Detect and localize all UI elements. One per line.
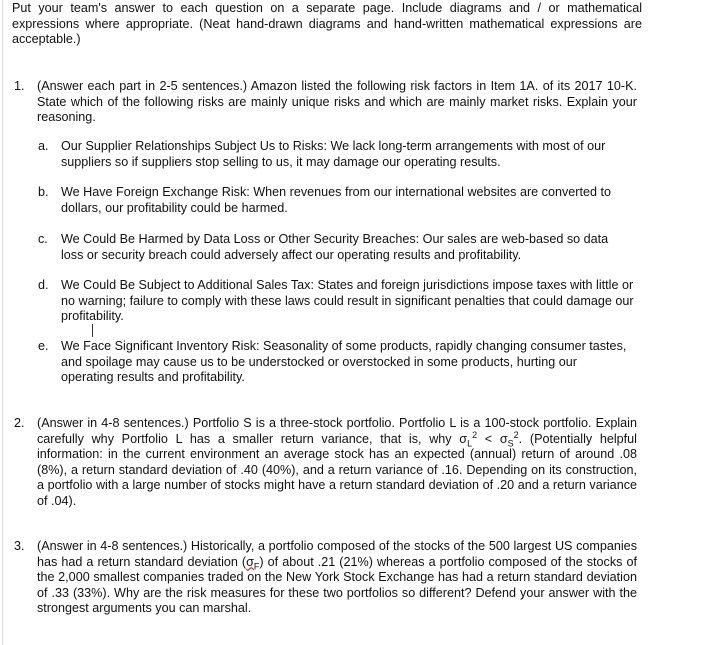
sigma-symbol: σ [246, 554, 254, 569]
superscript: 2 [472, 429, 478, 440]
superscript: 2 [513, 429, 519, 440]
spellcheck-flag [246, 554, 260, 572]
item-text: We Face Significant Inventory Risk: Seasonality of some products, rapidly changing consumer tastes, and spoilage may cause us to be understocked or overstocked in some products, hurting our operating results and profitability. [61, 339, 627, 384]
item-text: Our Supplier Relationships Subject Us to Risks: We lack long-term arrangements with most of our suppliers so if suppliers stop selling to us, it may damage our operating results. [61, 139, 606, 169]
question-text [37, 539, 637, 617]
intro-paragraph: Put your team's answer to each question on a separate page. Include diagrams and / or mathematical expressions where appropriate. (Neat hand-drawn diagrams and hand-written mathematical expressions are acceptable.) [12, 1, 642, 46]
text-run: ) of about .21 (21%) whereas a portfolio composed of the stocks of the 2,000 smallest companies traded on the New York Stock Exchange has had a return standard deviation of .33 (33%). Why are the risk measures for these two portfolios so different? Defend your answer with the strongest arguments you can marshal. [37, 554, 637, 615]
subscript: L [467, 438, 473, 449]
item-letter: e. [38, 339, 49, 353]
subscript: S [507, 438, 514, 449]
subscript: F [253, 561, 260, 572]
question-text: (Answer each part in 2-5 sentences.) Amazon listed the following risk factors in Item 1A. of its 2017 10-K. State which of the following risks are mainly unique risks and which are mainly market risks. Explain your reasoning. [37, 79, 637, 124]
question-text [37, 416, 637, 509]
item-letter: c. [38, 232, 48, 246]
text-run: < σ [477, 431, 508, 446]
item-text: We Could Be Subject to Additional Sales Tax: States and foreign jurisdictions impose taxes with little or no warning; failure to comply with these laws could result in significant penalties that could damage our profitability. [61, 278, 634, 323]
text-cursor [92, 324, 93, 337]
question-number: 1. [14, 79, 25, 93]
item-text: We Have Foreign Exchange Risk: When revenues from our international websites are converted to dollars, our profitability could be harmed. [61, 185, 611, 215]
text-run: . (Potentially helpful information: in the current environment an average stock has an expected (annual) return of around .08 (8%), a return standard deviation of .40 (40%), and a return variance of .16. Depending on its construction, a portfolio with a large number of stocks might have a return standard deviation of .20 and a return variance of .04). [37, 431, 637, 508]
text-run: (Answer in 4-8 sentences.) Portfolio S is a three-stock portfolio. Portfolio L is a 100-stock portfolio. Explain carefully why Portfolio L has a smaller return variance, that is, why σ [37, 416, 637, 446]
item-text: We Could Be Harmed by Data Loss or Other Security Breaches: Our sales are web-based so data loss or security breach could adversely affect our operating results and profitability. [61, 232, 609, 262]
page-margin-line [2, 0, 3, 645]
item-letter: b. [38, 185, 49, 199]
item-letter: a. [38, 139, 49, 153]
item-letter: d. [38, 278, 49, 292]
text-run: (Answer in 4-8 sentences.) Historically, a portfolio composed of the stocks of the 500 largest US companies has had a return standard deviation ( [37, 539, 637, 569]
question-number: 3. [14, 539, 25, 553]
question-number: 2. [14, 416, 25, 430]
